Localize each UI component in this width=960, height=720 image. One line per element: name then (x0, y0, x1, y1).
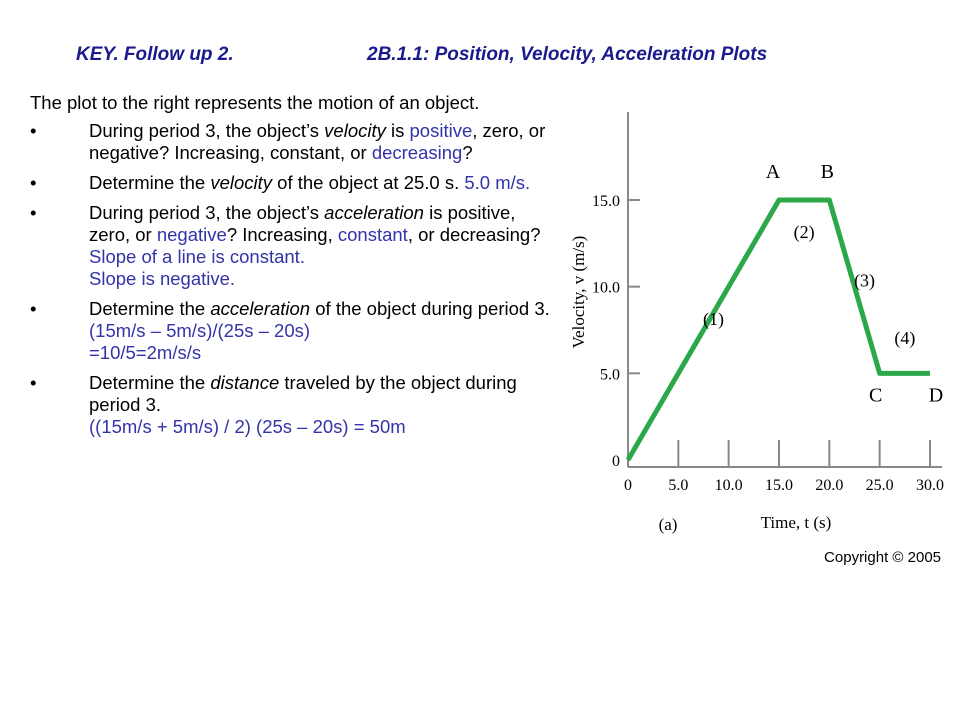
bullet-acceleration-period3: • During period 3, the object’s acceleration is positive, zero, or negative? Increasing, constant, or decreasing? Slope of a line is constant. Slope is negative. (30, 202, 541, 289)
answer: =10/5=2m/s/s (89, 342, 202, 363)
bullet-marker: • (30, 172, 37, 193)
y-tick-label: 0 (612, 453, 620, 470)
point-label: C (868, 384, 883, 407)
answer: Slope is negative. (89, 268, 236, 289)
header-key: KEY. Follow up 2. (76, 44, 234, 65)
period-label: (1) (703, 308, 724, 329)
answer: decreasing (371, 142, 463, 163)
point-label: A (765, 161, 781, 183)
answer: Slope of a line is constant. (89, 246, 305, 267)
bullet-velocity-at-25s: • Determine the velocity of the object at 25.0 s. 5.0 m/s. (30, 172, 531, 193)
point-label: D (928, 384, 944, 407)
x-tick-label: 20.0 (815, 477, 844, 494)
point-label: B (820, 161, 835, 183)
period-label: (4) (894, 327, 916, 348)
y-axis-label: Velocity, v (m/s) (569, 235, 588, 349)
velocity-time-graph (560, 100, 950, 580)
answer: 5.0 m/s. (464, 172, 531, 193)
period-label: (3) (854, 270, 876, 291)
intro-text: The plot to the right represents the motion of an object. (30, 92, 480, 113)
x-tick-label: 10.0 (714, 477, 743, 494)
panel-label: (a) (658, 515, 678, 534)
velocity-line (628, 200, 930, 460)
bullet-determine-distance: • Determine the distance traveled by the object during period 3. ((15m/s + 5m/s) / 2) (25s – 20s) = 50m (30, 372, 517, 437)
x-axis-label: Time, t (s) (760, 513, 832, 532)
answer: ((15m/s + 5m/s) / 2) (25s – 20s) = 50m (89, 416, 406, 437)
answer: (15m/s – 5m/s)/(25s – 20s) (89, 320, 311, 341)
answer: positive (409, 120, 473, 141)
x-tick-label: 30.0 (916, 477, 944, 494)
page-title: 2B.1.1: Position, Velocity, Acceleration Plots (367, 44, 768, 65)
bullet-determine-acceleration: • Determine the acceleration of the object during period 3. (15m/s – 5m/s)/(25s – 20s) =10/5=2m/s/s (30, 298, 550, 363)
period-label: (2) (793, 222, 815, 243)
y-tick-label: 5.0 (600, 366, 620, 384)
x-tick-label: 0 (624, 477, 632, 494)
answer: constant (337, 224, 408, 245)
bullet-velocity-period3: • During period 3, the object’s velocity is positive, zero, or negative? Increasing, constant, or decreasing? (30, 120, 546, 163)
copyright-text: Copyright © 2005 (824, 549, 941, 566)
x-tick-label: 25.0 (865, 477, 894, 494)
bullet-marker: • (30, 298, 37, 319)
bullet-marker: • (30, 372, 37, 393)
x-tick-label: 15.0 (765, 477, 793, 494)
bullet-marker: • (30, 120, 37, 141)
x-tick-label: 5.0 (668, 477, 689, 494)
y-tick-label: 15.0 (592, 193, 620, 210)
text-column (30, 92, 550, 446)
y-tick-label: 10.0 (592, 279, 620, 297)
bullet-marker: • (30, 202, 37, 223)
answer: negative (156, 224, 227, 245)
